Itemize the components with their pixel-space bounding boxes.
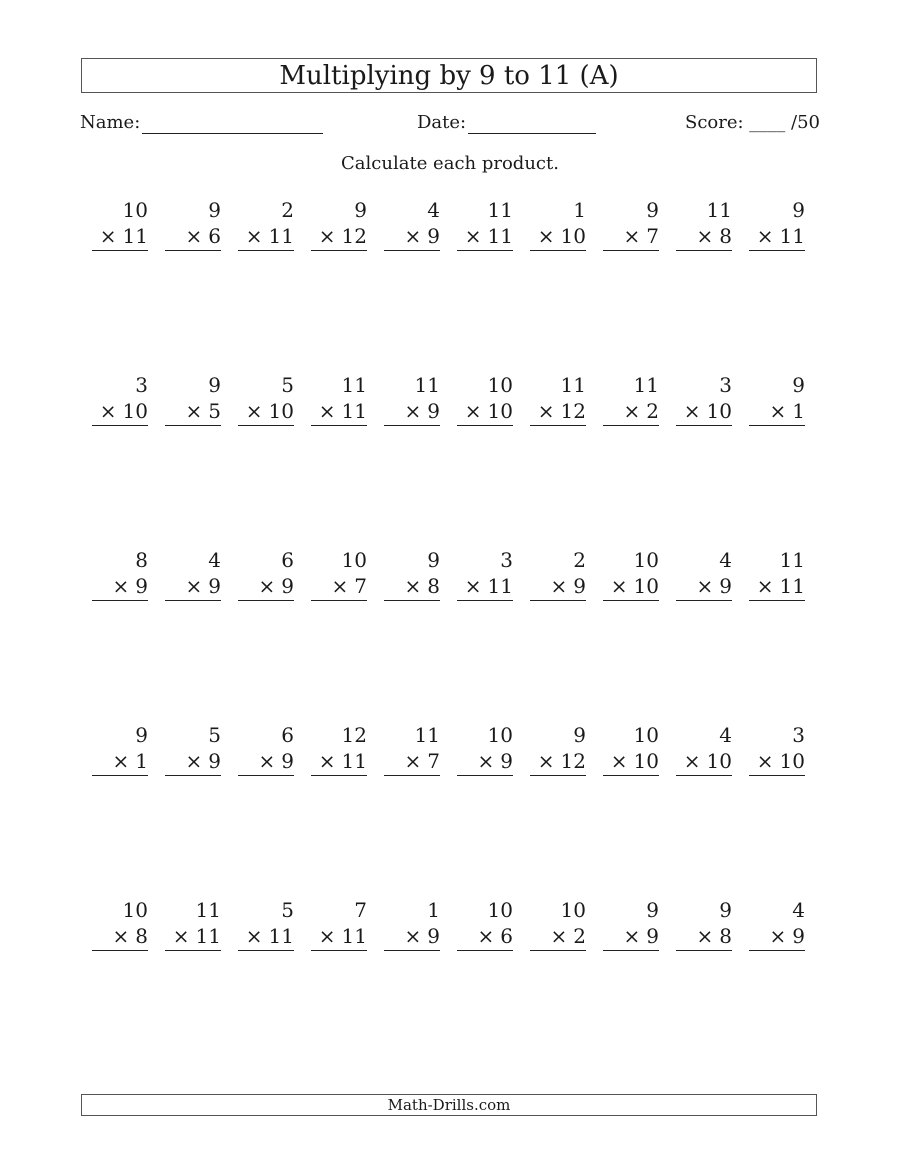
name-label: Name: [80, 112, 141, 133]
problem-multiplier-row [676, 223, 732, 251]
problem-multiplicand: 10 [122, 898, 148, 922]
problem [165, 897, 221, 951]
problem-multiplier: 7 [646, 224, 659, 248]
problem-multiplier: 2 [573, 924, 586, 948]
multiply-sign: × [185, 399, 203, 423]
multiply-sign: × [245, 924, 263, 948]
problem-multiplier-row [676, 398, 732, 426]
problem [749, 722, 805, 776]
multiply-sign: × [112, 924, 130, 948]
problem-multiplier-row [384, 398, 440, 426]
multiply-sign: × [245, 224, 263, 248]
multiply-sign: × [258, 749, 276, 773]
multiply-sign: × [696, 224, 714, 248]
problem-multiplier-row [603, 223, 659, 251]
problem-multiplier-row [384, 748, 440, 776]
problem-multiplier: 6 [208, 224, 221, 248]
multiply-sign: × [464, 574, 482, 598]
problem-multiplier-row [530, 223, 586, 251]
problem [676, 197, 732, 251]
score-label: Score: ____ /50 [685, 112, 820, 133]
problem-multiplier-row [530, 573, 586, 601]
problem-multiplier-row [165, 398, 221, 426]
problem-multiplicand: 3 [500, 548, 513, 572]
problem-multiplier: 9 [719, 574, 732, 598]
multiply-sign: × [404, 224, 422, 248]
problem-multiplier-row [676, 748, 732, 776]
problem-multiplicand: 3 [719, 373, 732, 397]
problem-multiplier-row [530, 923, 586, 951]
problem-multiplier: 10 [487, 399, 513, 423]
problem-multiplicand: 2 [573, 548, 586, 572]
problem-multiplicand: 4 [427, 198, 440, 222]
multiply-sign: × [756, 224, 774, 248]
problem-multiplier-row [457, 923, 513, 951]
multiply-sign: × [537, 224, 555, 248]
problem-multiplicand: 5 [281, 373, 294, 397]
problem-multiplier-row [457, 748, 513, 776]
problem-multiplicand: 11 [414, 723, 440, 747]
multiply-sign: × [331, 574, 349, 598]
problem [92, 722, 148, 776]
problem-multiplier-row [311, 573, 367, 601]
problem-multiplicand: 9 [354, 198, 367, 222]
problem-multiplier: 9 [646, 924, 659, 948]
problem-multiplicand: 9 [646, 898, 659, 922]
problem-multiplier: 8 [135, 924, 148, 948]
problem-multiplier-row [384, 923, 440, 951]
problem-multiplicand: 11 [633, 373, 659, 397]
problem [457, 722, 513, 776]
date-label: Date: [417, 112, 467, 133]
problem-multiplicand: 10 [122, 198, 148, 222]
problem [603, 547, 659, 601]
multiply-sign: × [112, 574, 130, 598]
multiply-sign: × [550, 924, 568, 948]
problem-multiplicand: 4 [719, 548, 732, 572]
problem [165, 547, 221, 601]
problem-multiplier: 10 [706, 399, 732, 423]
multiply-sign: × [185, 749, 203, 773]
problem [165, 372, 221, 426]
problem-multiplier: 9 [135, 574, 148, 598]
problem-multiplicand: 11 [487, 198, 513, 222]
problem-multiplier: 9 [573, 574, 586, 598]
problem [530, 722, 586, 776]
problem-multiplicand: 5 [281, 898, 294, 922]
problem-multiplier-row [603, 398, 659, 426]
multiply-sign: × [537, 749, 555, 773]
problem-multiplier-row [749, 573, 805, 601]
problem-multiplier-row [530, 398, 586, 426]
multiply-sign: × [464, 224, 482, 248]
problem-multiplicand: 5 [208, 723, 221, 747]
problem [311, 897, 367, 951]
multiply-sign: × [185, 574, 203, 598]
problem-multiplicand: 9 [792, 373, 805, 397]
problem-multiplier-row [311, 223, 367, 251]
problem-multiplier: 12 [341, 224, 367, 248]
problem-multiplicand: 9 [135, 723, 148, 747]
problem-multiplicand: 9 [208, 373, 221, 397]
multiply-sign: × [464, 399, 482, 423]
problem [238, 722, 294, 776]
problem-multiplicand: 10 [633, 548, 659, 572]
problem-multiplicand: 11 [706, 198, 732, 222]
problem-multiplier-row [165, 223, 221, 251]
problem-multiplier: 11 [779, 574, 805, 598]
multiply-sign: × [623, 224, 641, 248]
problem-multiplier: 12 [560, 399, 586, 423]
problem-multiplier: 1 [792, 399, 805, 423]
problem-multiplier-row [311, 923, 367, 951]
problem-multiplier: 7 [354, 574, 367, 598]
problem-multiplier: 9 [281, 574, 294, 598]
problem [238, 197, 294, 251]
problem [603, 372, 659, 426]
problem-multiplier-row [457, 573, 513, 601]
instructions-text: Calculate each product. [341, 153, 559, 174]
problem-multiplicand: 9 [427, 548, 440, 572]
multiply-sign: × [172, 924, 190, 948]
problem-multiplicand: 9 [646, 198, 659, 222]
problem-multiplier-row [92, 573, 148, 601]
multiply-sign: × [756, 749, 774, 773]
problem [311, 372, 367, 426]
problem-multiplicand: 10 [633, 723, 659, 747]
date-blank-line[interactable] [468, 133, 596, 134]
problem-multiplier: 2 [646, 399, 659, 423]
multiply-sign: × [610, 749, 628, 773]
problem [457, 547, 513, 601]
problem-multiplier: 7 [427, 749, 440, 773]
problem [165, 722, 221, 776]
problem-multiplier-row [92, 748, 148, 776]
problem-multiplier: 9 [500, 749, 513, 773]
multiply-sign: × [537, 399, 555, 423]
multiply-sign: × [477, 749, 495, 773]
problem [457, 372, 513, 426]
problem [92, 372, 148, 426]
problem-multiplier: 11 [341, 749, 367, 773]
multiply-sign: × [683, 749, 701, 773]
problem-multiplier: 10 [268, 399, 294, 423]
problem [384, 722, 440, 776]
problem [92, 197, 148, 251]
problem-multiplier-row [457, 398, 513, 426]
problem-multiplicand: 1 [427, 898, 440, 922]
problem-multiplier: 11 [779, 224, 805, 248]
problem-multiplier: 10 [779, 749, 805, 773]
problem [457, 897, 513, 951]
problem [165, 197, 221, 251]
problem-multiplier: 10 [633, 749, 659, 773]
problem-multiplicand: 9 [208, 198, 221, 222]
problem-multiplicand: 11 [779, 548, 805, 572]
problem-multiplier: 8 [427, 574, 440, 598]
problem-multiplier: 10 [560, 224, 586, 248]
problem [749, 372, 805, 426]
problem-multiplier-row [676, 923, 732, 951]
problem-multiplier: 10 [633, 574, 659, 598]
problem [311, 722, 367, 776]
problem-multiplier: 9 [208, 574, 221, 598]
problem-multiplier-row [603, 748, 659, 776]
problem-multiplier: 9 [281, 749, 294, 773]
problem-multiplicand: 10 [487, 723, 513, 747]
problem-multiplier-row [311, 748, 367, 776]
problem-multiplier-row [92, 923, 148, 951]
problem-multiplier-row [238, 573, 294, 601]
multiply-sign: × [696, 574, 714, 598]
problem-multiplier-row [749, 223, 805, 251]
problem-multiplier: 9 [427, 924, 440, 948]
problem-multiplier-row [311, 398, 367, 426]
problem-multiplier: 9 [427, 224, 440, 248]
problem [530, 372, 586, 426]
problem-multiplicand: 9 [792, 198, 805, 222]
problem-multiplicand: 11 [341, 373, 367, 397]
problem-multiplicand: 6 [281, 723, 294, 747]
problem [311, 547, 367, 601]
multiply-sign: × [404, 924, 422, 948]
problem [676, 372, 732, 426]
problem-multiplier-row [749, 748, 805, 776]
problem-multiplier: 9 [208, 749, 221, 773]
multiply-sign: × [185, 224, 203, 248]
problem-multiplier: 12 [560, 749, 586, 773]
problem-multiplier: 11 [487, 574, 513, 598]
multiply-sign: × [318, 924, 336, 948]
problem-multiplier-row [165, 748, 221, 776]
problem-multiplicand: 10 [487, 373, 513, 397]
problem [384, 547, 440, 601]
problem-multiplier-row [384, 223, 440, 251]
problem [749, 547, 805, 601]
multiply-sign: × [99, 224, 117, 248]
problem-multiplicand: 6 [281, 548, 294, 572]
problem-multiplier-row [384, 573, 440, 601]
problem-multiplier: 11 [268, 924, 294, 948]
problem [676, 897, 732, 951]
problem [676, 547, 732, 601]
multiply-sign: × [623, 924, 641, 948]
problem-multiplicand: 10 [487, 898, 513, 922]
problem [457, 197, 513, 251]
problem-multiplier: 11 [268, 224, 294, 248]
problem-multiplicand: 11 [560, 373, 586, 397]
multiply-sign: × [550, 574, 568, 598]
problem-multiplier-row [238, 923, 294, 951]
multiply-sign: × [477, 924, 495, 948]
multiply-sign: × [318, 399, 336, 423]
multiply-sign: × [318, 749, 336, 773]
problem [603, 722, 659, 776]
problem-multiplicand: 4 [792, 898, 805, 922]
footer-site-name: Math-Drills.com [81, 1094, 817, 1116]
problem-multiplicand: 3 [792, 723, 805, 747]
problem-multiplier: 11 [487, 224, 513, 248]
multiply-sign: × [623, 399, 641, 423]
multiply-sign: × [769, 924, 787, 948]
problem-multiplier-row [238, 748, 294, 776]
problem-multiplier: 5 [208, 399, 221, 423]
multiply-sign: × [99, 399, 117, 423]
problem [603, 197, 659, 251]
problem [384, 897, 440, 951]
problem-multiplier-row [92, 398, 148, 426]
problem-multiplicand: 12 [341, 723, 367, 747]
problem [749, 197, 805, 251]
problem-multiplicand: 8 [135, 548, 148, 572]
problem [238, 897, 294, 951]
problem-multiplier: 10 [706, 749, 732, 773]
multiply-sign: × [683, 399, 701, 423]
problem-multiplier: 8 [719, 224, 732, 248]
problem-multiplier-row [165, 923, 221, 951]
problem-multiplier-row [603, 573, 659, 601]
problem [749, 897, 805, 951]
problem [311, 197, 367, 251]
problem-multiplier: 11 [341, 399, 367, 423]
problem-multiplier-row [530, 748, 586, 776]
problem-multiplier: 1 [135, 749, 148, 773]
problem-multiplier: 11 [195, 924, 221, 948]
problem-multiplier-row [603, 923, 659, 951]
problem-multiplier-row [165, 573, 221, 601]
problem [530, 897, 586, 951]
problem [238, 372, 294, 426]
problem-multiplier: 9 [427, 399, 440, 423]
problem [530, 547, 586, 601]
problem-multiplicand: 2 [281, 198, 294, 222]
problem-multiplicand: 10 [341, 548, 367, 572]
problem-multiplier-row [238, 223, 294, 251]
problem-multiplier: 11 [122, 224, 148, 248]
multiply-sign: × [318, 224, 336, 248]
problem-multiplicand: 7 [354, 898, 367, 922]
problem [92, 547, 148, 601]
problem-multiplier: 11 [341, 924, 367, 948]
problem-multiplier: 8 [719, 924, 732, 948]
problem-multiplier-row [749, 398, 805, 426]
multiply-sign: × [245, 399, 263, 423]
problem-multiplicand: 1 [573, 198, 586, 222]
multiply-sign: × [112, 749, 130, 773]
problem [238, 547, 294, 601]
problem-multiplicand: 3 [135, 373, 148, 397]
multiply-sign: × [756, 574, 774, 598]
problem [676, 722, 732, 776]
problem [384, 197, 440, 251]
problem-multiplicand: 4 [719, 723, 732, 747]
problem-multiplicand: 11 [195, 898, 221, 922]
name-blank-line[interactable] [142, 133, 323, 134]
problem-multiplier-row [457, 223, 513, 251]
problem-multiplier-row [238, 398, 294, 426]
multiply-sign: × [404, 399, 422, 423]
problem-multiplier-row [676, 573, 732, 601]
problem-multiplicand: 9 [719, 898, 732, 922]
multiply-sign: × [610, 574, 628, 598]
problem-multiplier: 10 [122, 399, 148, 423]
problem-multiplicand: 9 [573, 723, 586, 747]
problem [384, 372, 440, 426]
problem [92, 897, 148, 951]
problem-multiplier-row [749, 923, 805, 951]
problem [603, 897, 659, 951]
multiply-sign: × [769, 399, 787, 423]
problem-multiplicand: 10 [560, 898, 586, 922]
problem-multiplier: 9 [792, 924, 805, 948]
multiply-sign: × [258, 574, 276, 598]
multiply-sign: × [404, 749, 422, 773]
multiply-sign: × [696, 924, 714, 948]
problem-multiplier-row [92, 223, 148, 251]
multiply-sign: × [404, 574, 422, 598]
problem-multiplicand: 11 [414, 373, 440, 397]
worksheet-title: Multiplying by 9 to 11 (A) [81, 58, 817, 93]
problem-multiplier: 6 [500, 924, 513, 948]
problem-multiplicand: 4 [208, 548, 221, 572]
problem [530, 197, 586, 251]
